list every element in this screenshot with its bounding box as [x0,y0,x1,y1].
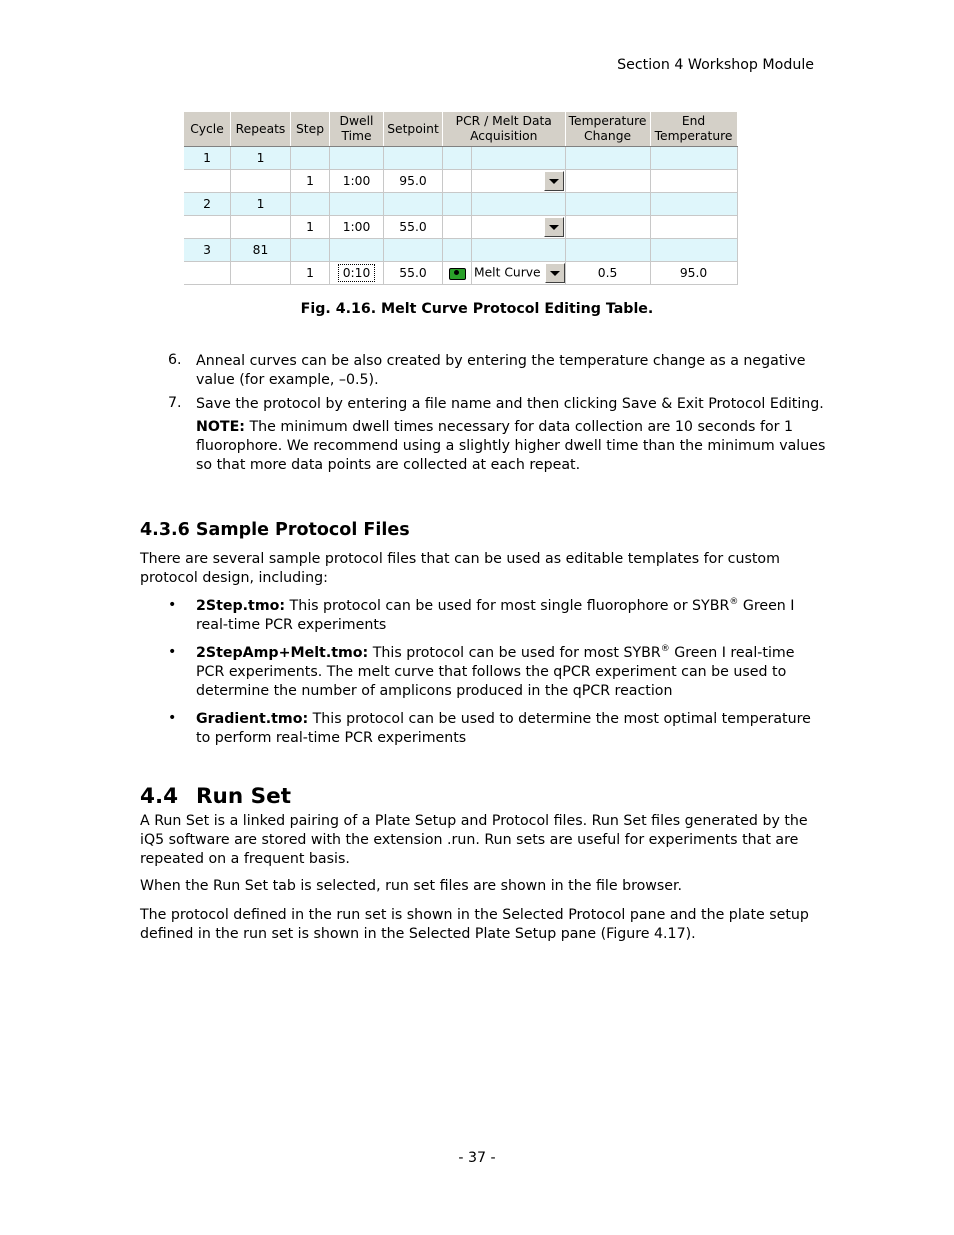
repeats-cell[interactable]: 1 [231,193,291,216]
table-header-row [184,112,737,147]
camera-icon [449,268,466,280]
camera-cell [443,262,472,285]
repeats-cell[interactable]: 81 [231,239,291,262]
setpoint-cell[interactable]: 55.0 [384,216,443,239]
protocol-editing-table [184,112,738,285]
col-header-acquisition: PCR / Melt Data Acquisition [443,112,566,147]
step-cell[interactable]: 1 [291,216,330,239]
section-436-intro: There are several sample protocol files that can be used as editable templates for custom protocol design, including: [140,551,780,586]
item-number-7: 7. [168,395,182,411]
table-row[interactable] [184,239,737,262]
dwell-input[interactable]: 0:10 [338,264,376,282]
item-7-text: Save the protocol by entering a file name and then clicking Save & Exit Protocol Editing. [196,396,824,412]
acquisition-cell[interactable]: Melt Curve [472,262,566,285]
cycle-cell[interactable]: 2 [184,193,231,216]
note-label: NOTE: [196,419,245,435]
temp-change-cell[interactable] [565,170,650,193]
page-header: Section 4 Workshop Module [617,57,814,73]
table-row[interactable] [184,170,737,193]
step-cell[interactable]: 1 [291,170,330,193]
bullet-2-text: 2StepAmp+Melt.tmo: This protocol can be used for most SYBR® Green I real-time PCR experiments. The melt curve that follows the qPCR experiment can be used to determine the number of amplicons produced in the qPCR reaction [196,644,795,699]
col-header-temp-change: Temperature Change [565,112,650,147]
dropdown-arrow-icon[interactable] [544,171,564,191]
figure-caption: Fig. 4.16. Melt Curve Protocol Editing Table. [300,301,654,317]
page-number: - 37 - [458,1150,496,1166]
item-number-6: 6. [168,352,182,368]
table-row[interactable] [184,216,737,239]
acquisition-cell[interactable] [472,216,566,239]
end-temp-cell[interactable] [650,216,737,239]
note-paragraph [196,418,826,475]
setpoint-cell[interactable]: 95.0 [384,170,443,193]
col-header-end-temp: End Temperature [650,112,737,147]
section-heading-4-4: 4.4 Run Set [140,784,291,809]
acquisition-cell[interactable] [472,170,566,193]
col-header-repeats: Repeats [231,112,291,147]
section-44-para-2: When the Run Set tab is selected, run set files are shown in the file browser. [140,878,683,894]
dwell-cell[interactable]: 1:00 [330,170,384,193]
end-temp-cell[interactable]: 95.0 [650,262,737,285]
section-heading-4-3-6: 4.3.6 Sample Protocol Files [140,520,410,540]
temp-change-cell[interactable]: 0.5 [565,262,650,285]
repeats-cell[interactable]: 1 [231,147,291,170]
item-6-text: Anneal curves can be also created by entering the temperature change as a negative value (for example, –0.5). [196,353,806,388]
col-header-cycle: Cycle [184,112,231,147]
end-temp-cell[interactable] [650,170,737,193]
cycle-cell[interactable]: 1 [184,147,231,170]
bullet-1-icon: • [168,597,177,613]
bullet-1-text: 2Step.tmo: This protocol can be used for most single fluorophore or SYBR® Green I real-time PCR experiments [196,597,795,633]
dropdown-arrow-icon[interactable] [544,217,564,237]
table-row[interactable] [184,262,737,285]
step-cell[interactable]: 1 [291,262,330,285]
dwell-cell[interactable] [330,262,384,285]
temp-change-cell[interactable] [565,216,650,239]
table-row[interactable] [184,147,737,170]
setpoint-cell[interactable]: 55.0 [384,262,443,285]
col-header-setpoint: Setpoint [384,112,443,147]
cycle-cell[interactable]: 3 [184,239,231,262]
bullet-3-text: Gradient.tmo: This protocol can be used to determine the most optimal temperature to perform real-time PCR experiments [196,711,811,746]
col-header-step: Step [291,112,330,147]
dwell-cell[interactable]: 1:00 [330,216,384,239]
section-44-para-3: The protocol defined in the run set is shown in the Selected Protocol pane and the plate setup defined in the run set is shown in the Selected Plate Setup pane (Figure 4.17). [140,907,809,942]
bullet-2-icon: • [168,644,177,660]
col-header-dwell-time: Dwell Time [330,112,384,147]
dropdown-arrow-icon[interactable] [545,263,565,283]
bullet-3-icon: • [168,710,177,726]
note-text: The minimum dwell times necessary for data collection are 10 seconds for 1 fluorophore. We recommend using a slightly higher dwell time than the minimum values so that more data points are collected at each repeat. [196,419,826,473]
section-44-para-1: A Run Set is a linked pairing of a Plate Setup and Protocol files. Run Set files generated by the iQ5 software are stored with the extension .run. Run sets are useful for experiments that are repeated on a frequent basis. [140,813,808,867]
table-row[interactable] [184,193,737,216]
